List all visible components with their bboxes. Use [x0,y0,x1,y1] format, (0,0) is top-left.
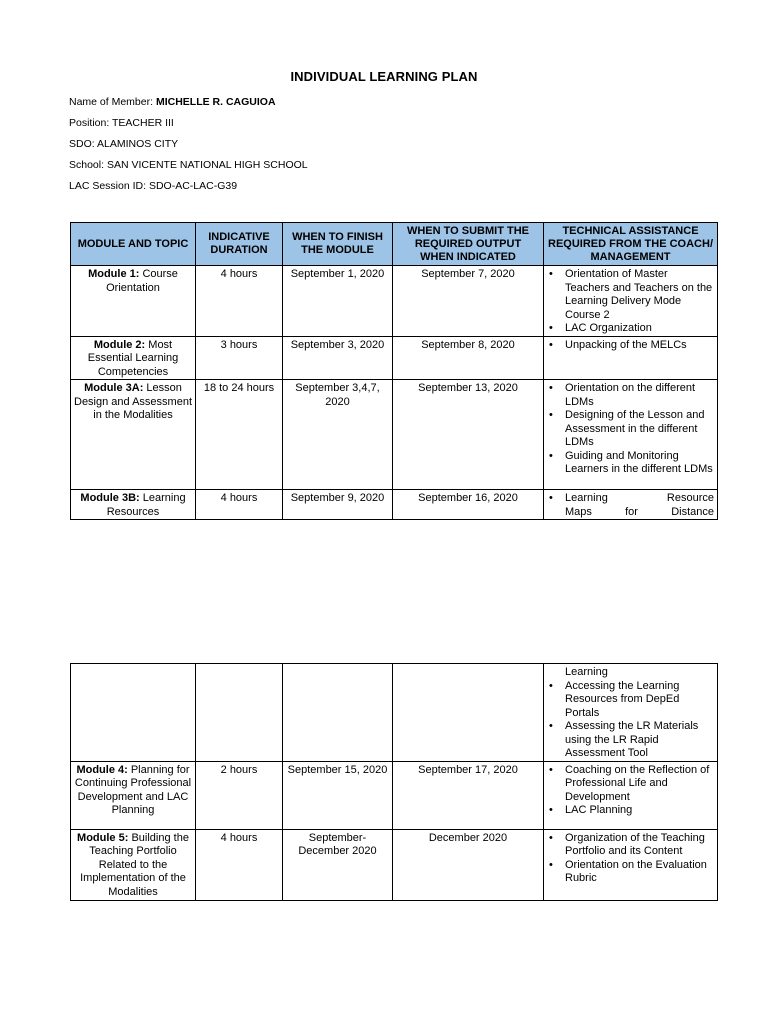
submit-cell: September 7, 2020 [393,266,544,337]
member-line [69,96,276,109]
table-row [71,829,718,900]
finish-cell: September 3, 2020 [283,336,393,380]
list-item: • Orientation on the different LDMs [547,382,714,409]
table-header-row [71,223,718,266]
module-topic: Building the Teaching Portfolio Related to the Implementation of the Modalities [80,831,189,898]
assistance-list [547,492,714,519]
list-item: • Orientation of Master Teachers and Teachers on the Learning Delivery Mode Course 2 [547,268,714,322]
table-row [71,761,718,829]
list-item: • Orientation on the Evaluation Rubric [547,859,714,886]
table-row [71,380,718,490]
assistance-list [547,832,714,886]
member-name: MICHELLE R. CAGUIOA [155,96,276,108]
continued-text: Learning [565,666,608,678]
list-item: • Unpacking of the MELCs [547,339,714,353]
finish-cell: September 1, 2020 [283,266,393,337]
module-topic: Learning Resources [106,492,186,518]
module-cell [71,664,196,762]
assistance-cell [544,490,718,520]
module-label: Module 4: [76,763,128,776]
module-label: Module 3A: [84,382,144,394]
header-assistance: TECHNICAL ASSISTANCE REQUIRED FROM THE COACH/ MANAGEMENT [544,223,718,266]
learning-plan-table [70,222,718,520]
submit-cell [393,664,544,762]
submit-cell: September 13, 2020 [393,380,544,490]
module-label: Module 2: [93,338,146,351]
module-topic: Most Essential Learning Competencies [87,338,179,378]
assistance-list [547,382,714,477]
finish-cell: September- December 2020 [283,829,393,900]
list-item: • LAC Organization [547,322,714,336]
module-cell [71,266,196,337]
module-cell [71,829,196,900]
school-line: School: SAN VICENTE NATIONAL HIGH SCHOOL [69,159,308,171]
duration-cell [196,664,283,762]
list-item: • Learning Resource Maps for Distance [547,492,714,519]
submit-cell: September 16, 2020 [393,490,544,520]
sdo-line: SDO: ALAMINOS CITY [69,138,179,150]
duration-cell: 18 to 24 hours [196,380,283,490]
position-line: Position: TEACHER III [69,117,174,129]
document-title: INDIVIDUAL LEARNING PLAN [290,69,478,84]
header-duration: INDICATIVE DURATION [196,223,283,266]
duration-cell: 4 hours [196,266,283,337]
assistance-cell [544,829,718,900]
list-item: • Guiding and Monitoring Learners in the different LDMs [547,450,714,477]
list-item: • Assessing the LR Materials using the LR Rapid Assessment Tool [547,720,714,761]
header-finish: WHEN TO FINISH THE MODULE [283,223,393,266]
list-item: • Accessing the Learning Resources from DepEd Portals [547,680,714,721]
submit-cell: September 17, 2020 [393,761,544,829]
module-label: Module 5: [77,831,129,844]
lac-session-line: LAC Session ID: SDO-AC-LAC-G39 [69,180,238,192]
header-submit: WHEN TO SUBMIT THE REQUIRED OUTPUT WHEN INDICATED [393,223,544,266]
module-cell [71,336,196,380]
assistance-cell [544,266,718,337]
module-cell [71,490,196,520]
finish-cell [283,664,393,762]
submit-cell: September 8, 2020 [393,336,544,380]
learning-plan-table-continued [70,663,718,901]
duration-cell: 4 hours [196,490,283,520]
assistance-cell [544,761,718,829]
assistance-cell [544,336,718,380]
list-item: • Designing of the Lesson and Assessment in the different LDMs [547,409,714,450]
table-row [71,266,718,337]
list-item: • LAC Planning [547,804,714,818]
finish-cell: September 15, 2020 [283,761,393,829]
module-label: Module 3B: [80,492,140,504]
member-label: Name of Member: [69,96,156,108]
assistance-list [547,680,714,761]
module-topic: Lesson Design and Assessment in the Modalities [74,382,193,421]
submit-cell: December 2020 [393,829,544,900]
assistance-cell [544,664,718,762]
assistance-list [547,339,714,353]
finish-cell: September 3,4,7, 2020 [283,380,393,490]
finish-cell: September 9, 2020 [283,490,393,520]
list-item: • Coaching on the Reflection of Professional Life and Development [547,764,714,805]
module-cell [71,380,196,490]
assistance-list [547,764,714,818]
table-row [71,664,718,762]
duration-cell: 4 hours [196,829,283,900]
assistance-cell [544,380,718,490]
duration-cell: 2 hours [196,761,283,829]
list-item: • Organization of the Teaching Portfolio and its Content [547,832,714,859]
module-cell [71,761,196,829]
table-row [71,490,718,520]
module-topic: Planning for Continuing Professional Development and LAC Planning [74,763,192,816]
table-row [71,336,718,380]
duration-cell: 3 hours [196,336,283,380]
header-module: MODULE AND TOPIC [71,223,196,266]
assistance-list [547,268,714,336]
module-topic: Course Orientation [106,268,178,294]
module-label: Module 1: [88,268,140,280]
